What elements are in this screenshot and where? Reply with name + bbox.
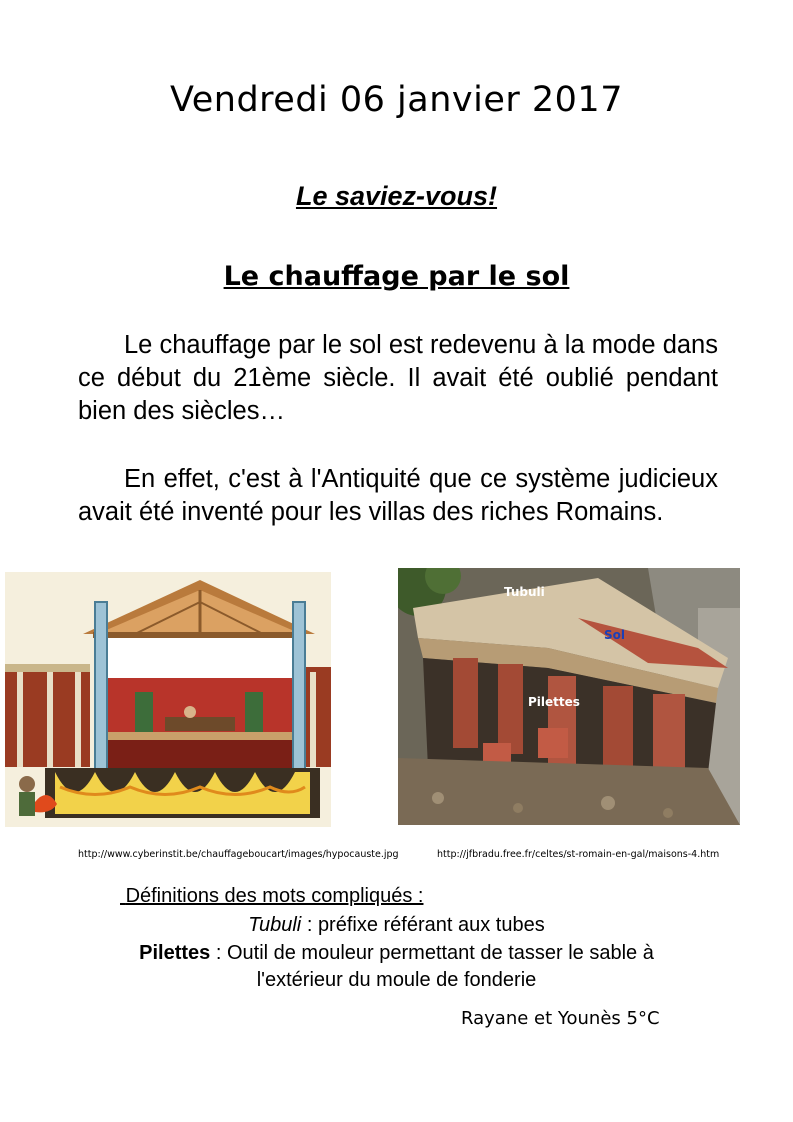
hypocaust-ruins-photo [398, 568, 740, 825]
definition-separator: : [301, 914, 318, 936]
definition-pilettes [0, 942, 793, 965]
definition-tubuli [0, 914, 793, 937]
paragraph-text: En effet, c'est à l'Antiquité que ce système judicieux avait été inventé pour les villas des riches Romains. [78, 465, 718, 526]
author-signature: Rayane et Younès 5°C [461, 1008, 660, 1029]
kicker-heading: Le saviez-vous! [295, 181, 498, 211]
definition-term: Pilettes [139, 942, 211, 964]
definition-text: Outil de mouleur permettant de tasser le sable à [226, 942, 654, 964]
definitions-title-text: Définitions des mots compliqués : [125, 885, 424, 907]
paragraph-antiquity [78, 463, 718, 529]
hypocaust-illustration [5, 572, 331, 827]
image-credit-2: http://jfbradu.free.fr/celtes/st-romain-en-gal/maisons-4.htm [437, 849, 720, 860]
paragraph-text: Le chauffage par le sol est redevenu à la mode dans ce début du 21ème siècle. Il avait été oublié pendant bien des siècles… [78, 331, 718, 425]
date-heading: Vendredi 06 janvier 2017 [170, 80, 623, 120]
sol-label: Sol [604, 628, 625, 642]
definition-separator: : [210, 942, 227, 964]
tubuli-label: Tubuli [504, 585, 545, 599]
definition-text: préfixe référant aux tubes [317, 914, 545, 936]
paragraph-intro [78, 329, 718, 428]
article-title: Le chauffage par le sol [223, 261, 570, 292]
pilettes-label: Pilettes [528, 695, 580, 709]
definition-term: Tubuli [248, 914, 302, 936]
definition-pilettes-continuation: l'extérieur du moule de fonderie [256, 969, 537, 991]
definitions-title [120, 885, 423, 908]
image-credit-1: http://www.cyberinstit.be/chauffageboucart/images/hypocauste.jpg [78, 849, 399, 860]
